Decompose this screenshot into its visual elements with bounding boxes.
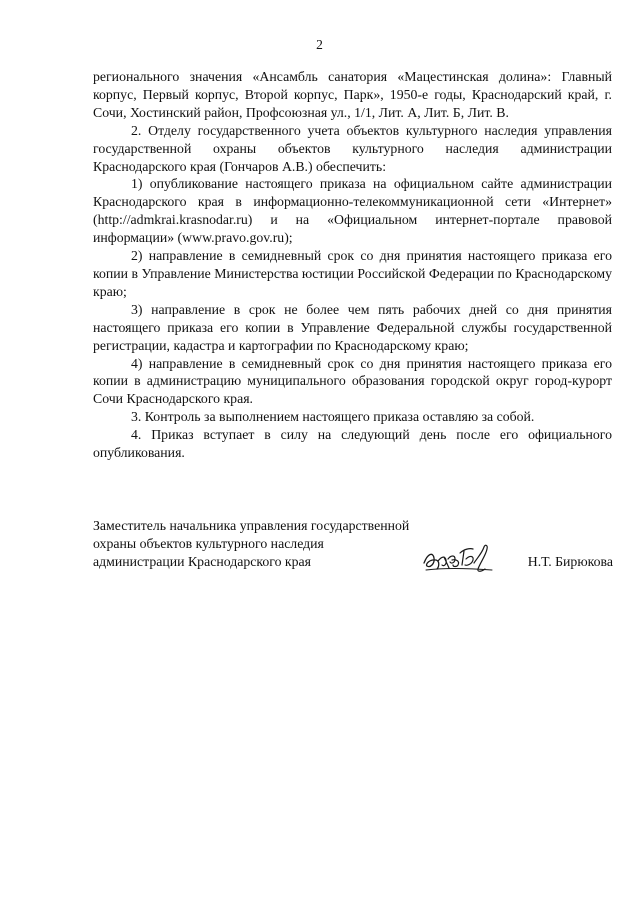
paragraph-subitem-2: 2) направление в семидневный срок со дня принятия настоящего приказа его копии в Управление Министерства юстиции Российской Федерации по Краснодарскому краю; bbox=[93, 248, 612, 299]
signature-block bbox=[93, 517, 613, 577]
signatory-name: Н.Т. Бирюкова bbox=[527, 554, 613, 569]
page-number: 2 bbox=[316, 37, 323, 52]
document-body bbox=[93, 68, 612, 462]
paragraph-item-4: 4. Приказ вступает в силу на следующий день после его официального опубликования. bbox=[93, 427, 612, 461]
handwritten-signature bbox=[420, 539, 498, 577]
signatory-position-line: Заместитель начальника управления государственной bbox=[93, 518, 410, 533]
signatory-position-line: администрации Краснодарского края bbox=[93, 554, 312, 569]
signatory-position-line: охраны объектов культурного наследия bbox=[93, 536, 324, 551]
paragraph-subitem-4: 4) направление в семидневный срок со дня принятия настоящего приказа его копии в администрацию муниципального образования городской округ город-курорт Сочи Краснодарского края. bbox=[93, 355, 612, 407]
paragraph-subitem-1: 1) опубликование настоящего приказа на официальном сайте администрации Краснодарского края в информационно-телекоммуникационной сети «Интернет» (http://admkrai.krasnodar.ru) и на «Официальном интернет-портале правовой информации» (www.pravo.gov.ru); bbox=[93, 176, 612, 246]
paragraph-item-2: 2. Отделу государственного учета объектов культурного наследия управления государственной охраны объектов культурного наследия администрации Краснодарского края (Гончаров А.В.) обеспечить: bbox=[93, 122, 612, 174]
paragraph-subitem-3: 3) направление в срок не более чем пять рабочих дней со дня принятия настоящего приказа его копии в Управление Федеральной службы государственной регистрации, кадастра и картографии по Краснодарскому краю; bbox=[93, 301, 612, 353]
paragraph-item-3: 3. Контроль за выполнением настоящего приказа оставляю за собой. bbox=[131, 409, 535, 425]
paragraph-continuation: регионального значения «Ансамбль санатория «Мацестинская долина»: Главный корпус, Первый корпус, Второй корпус, Парк», 1950-е годы, Краснодарский край, г. Сочи, Хостинский район, Профсоюзная ул., 1/1, Лит. А, Лит. Б, Лит. В. bbox=[93, 69, 612, 120]
